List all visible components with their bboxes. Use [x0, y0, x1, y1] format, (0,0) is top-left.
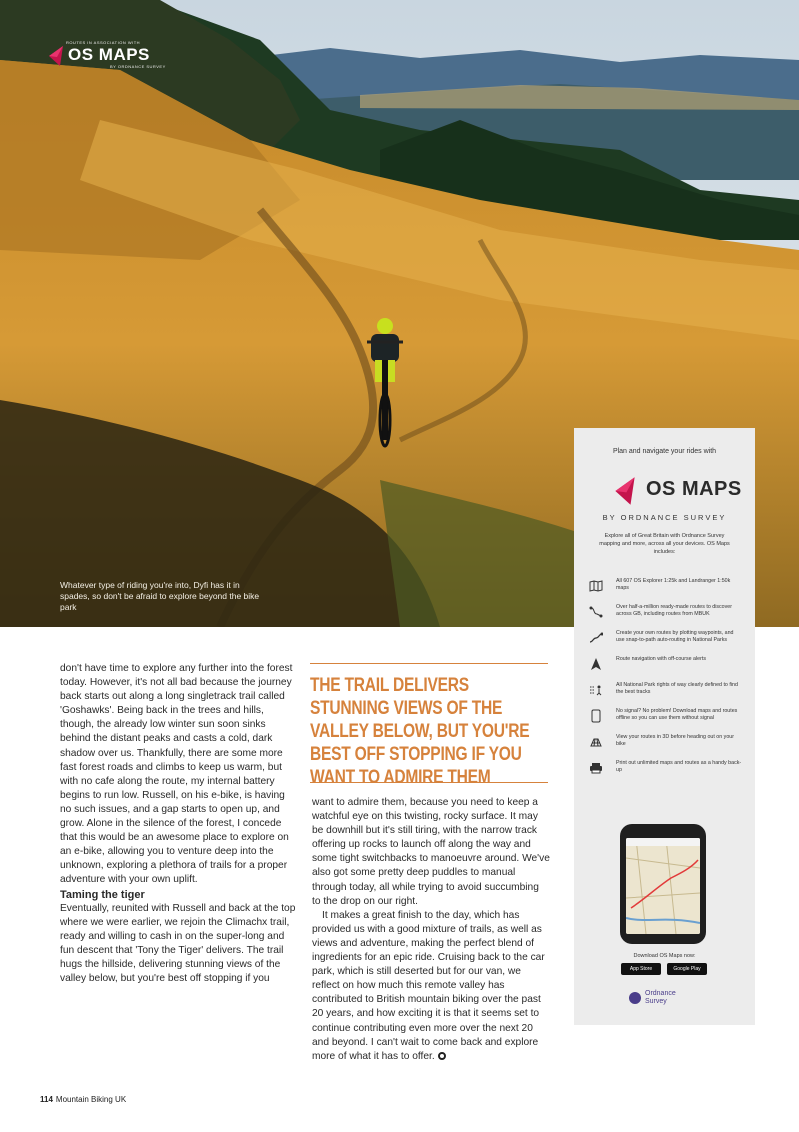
phone-icon: [586, 708, 606, 724]
store-badges: [621, 963, 707, 975]
body-paragraph: Eventually, reunited with Russell and back at the top where we were earlier, we rejoin the Climachx trail, ready and willing to cash in on the super-long and fun descent that 'Tony the Tiger' delivers. The trail hugs the hillside, delivering stunning views of the valley below, but you're best off stopping if you: [60, 902, 296, 985]
article-column-1: [60, 662, 298, 986]
feature-item: [586, 604, 743, 620]
os-maps-advert: [574, 428, 755, 1025]
feature-text: Route navigation with off-course alerts: [616, 656, 706, 662]
3d-view-icon: [586, 734, 606, 750]
ordnance-survey-byline: BY ORDNANCE SURVEY: [110, 64, 166, 69]
body-paragraph: It makes a great finish to the day, which has provided us with a good mixture of trails, as well as views and adventure, making the perfect blend of ingredients for an epic ride. Cruising back to the car park, which is still deserted but for our van, we reflect on how much this remote valley has contributed to British mountain biking over the past 20 years, and how exciting it is that it seems set to continue contributing even more over the next 20 and beyond. I can't wait to come back and explore more of what it has to offer.: [312, 909, 545, 1062]
body-paragraph: don't have time to explore any further into the forest today. However, it's not all bad because the journey back starts out along a long singletrack trail called 'Goshawks'. Being back in the trees and hills, though, the already low winter sun soon sinks behind the distant peaks and casts a cold, dark shadow over us. Thankfully, there are some more fast forest roads and climbs to keep us warm, but with no cafe along the route, my internal battery begins to run low. Russell, on his e-bike, is having no such issues, and a gap starts to open up, and grow. Alone in the silence of the forest, I concede that this would be an awesome place to explore on an e-bike, allowing you to venture deep into the unknown, exploring a plethora of trails for a proper adventure with your own uplift.: [60, 663, 293, 886]
map-icon: [586, 578, 606, 594]
ordnance-survey-logo: [629, 990, 676, 1006]
pull-quote: [310, 663, 548, 788]
photo-caption: Whatever type of riding you're into, Dyfi has it in spades, so don't be afraid to explore beyond the bike park: [60, 580, 260, 612]
magazine-name: Mountain Biking UK: [55, 1095, 127, 1104]
os-maps-logo-icon: [48, 46, 64, 71]
feature-text: All 607 OS Explorer 1:25k and Landranger 1:50k maps: [616, 578, 731, 592]
feature-text: Over half-a-million ready-made routes to discover across GB, including routes from MBUK: [616, 604, 732, 618]
feature-item: [586, 656, 743, 672]
feature-list: [586, 578, 743, 776]
feature-text: All National Park rights of way clearly defined to find the best tracks: [616, 682, 738, 696]
feature-item: [586, 708, 743, 724]
page-folio: [40, 1095, 126, 1104]
route-icon: [586, 604, 606, 620]
article-column-2: [312, 796, 550, 1064]
association-label: ROUTES IN ASSOCIATION WITH: [66, 40, 141, 45]
os-maps-logo-icon: [614, 477, 636, 510]
feature-text: Print out unlimited maps and routes as a handy back-up: [616, 760, 742, 774]
path-icon: [586, 630, 606, 646]
os-maps-wordmark: OS MAPS: [68, 45, 150, 64]
ordnance-survey-emblem-icon: [629, 992, 641, 1004]
advert-heading: Plan and navigate your rides with: [612, 448, 717, 455]
body-paragraph: want to admire them, because you need to keep a watchful eye on this twisting, rocky surface. It may be downhill but it's still tiring, with the narrow track offering up rocks to launch off along the way and some tight switchbacks to manoeuvre around. We've also got some pretty deep puddles to manual through today, all while trying to avoid succumbing to the drop on our right.: [312, 797, 550, 907]
ordnance-survey-line1: Ordnance: [645, 990, 676, 997]
google-play-badge[interactable]: Google Play: [667, 963, 707, 975]
advert-logo: [586, 473, 743, 513]
phone-mockup: [620, 824, 706, 944]
ordnance-survey-line2: Survey: [645, 998, 667, 1005]
feature-item: [586, 578, 743, 594]
pull-quote-text: THE TRAIL DELIVERS STUNNING VIEWS OF THE VALLEY BELOW, BUT YOU'RE BEST OFF STOPPING IF YOU WANT TO ADMIRE THEM: [310, 675, 530, 788]
rights-of-way-icon: [586, 682, 606, 698]
advert-byline: BY ORDNANCE SURVEY: [602, 513, 727, 522]
advert-intro: Explore all of Great Britain with Ordnance Survey mapping and more, across all your devices. OS Maps includes:: [599, 533, 730, 555]
feature-text: View your routes in 3D before heading out on your bike: [616, 734, 734, 748]
feature-item: [586, 630, 743, 646]
advert-wordmark: OS MAPS: [646, 478, 742, 500]
feature-item: [586, 682, 743, 698]
feature-item: [586, 760, 743, 776]
page-number: 114: [40, 1095, 53, 1104]
subheading: Taming the tiger: [60, 888, 145, 901]
end-mark-icon: [438, 1052, 446, 1060]
feature-text: No signal? No problem! Download maps and routes offline so you can use them without signal: [616, 708, 738, 722]
feature-text: Create your own routes by plotting waypoints, and use snap-to-path auto-routing in National Parks: [616, 630, 734, 644]
map-screen: [626, 838, 700, 934]
feature-item: [586, 734, 743, 750]
download-prompt: Download OS Maps now:: [633, 953, 696, 959]
printer-icon: [586, 760, 606, 776]
app-store-badge[interactable]: App Store: [621, 963, 661, 975]
navigation-arrow-icon: [586, 656, 606, 672]
